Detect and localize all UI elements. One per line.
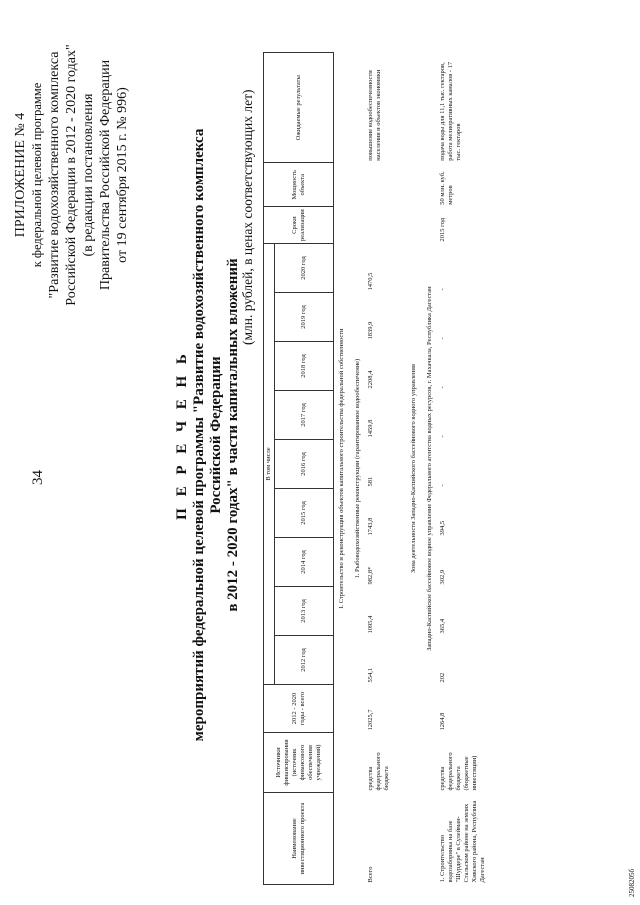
header-capacity: Мощность объекта xyxy=(264,163,334,207)
header-name: Наименование инвестиционного проекта xyxy=(264,793,334,885)
cell-source: средства федерального бюджета xyxy=(367,752,390,791)
document-heading xyxy=(174,115,242,755)
cell-year-value: 1095,4 xyxy=(367,615,374,634)
investment-table xyxy=(263,52,530,885)
appendix-line: от 19 сентября 2015 г. № 996) xyxy=(115,87,130,263)
cell-source: средства федерального бюджета (бюджетные инвестиции) xyxy=(439,752,478,791)
header-year: 2016 год xyxy=(275,440,334,489)
page-number: 34 xyxy=(30,470,46,485)
header-year: 2017 год xyxy=(275,391,334,440)
header-source: Источники финансирования (источник финансового обеспечения учреждений) xyxy=(264,733,334,793)
header-term: Сроки реализации xyxy=(264,207,334,244)
cell-total: 12025,7 xyxy=(367,709,374,731)
header-year: 2018 год xyxy=(275,342,334,391)
cell-name: Всего xyxy=(367,866,374,883)
section-heading: 1. Рыбоводохозяйственные реконструкции (гарантированное водообеспечение) xyxy=(354,358,361,579)
table-row-total xyxy=(366,53,406,885)
appendix-block xyxy=(12,5,131,345)
cell-year-value: 302,9 xyxy=(439,569,446,585)
header-year: 2019 год xyxy=(275,293,334,342)
heading-spaced-title: П Е Р Е Ч Е Н Ь xyxy=(174,350,190,520)
cell-year-value: - xyxy=(439,337,446,340)
header-year: 2015 год xyxy=(275,489,334,538)
heading-line: мероприятий федеральной целевой программы "Развитие водохозяйственного комплекса Российской Федерации xyxy=(191,128,224,742)
cell-year-value: 202 xyxy=(439,672,446,683)
cell-year-value: - xyxy=(439,435,446,438)
appendix-line: Правительства Российской Федерации xyxy=(98,59,113,291)
cell-year-value: 365,4 xyxy=(439,618,446,634)
appendix-line: (в редакции постановления xyxy=(81,93,96,257)
cell-year-value: 581 xyxy=(367,476,374,487)
cell-year-value: 2208,4 xyxy=(367,370,374,389)
table-row-project xyxy=(438,53,530,885)
header-year: 2020 год xyxy=(275,244,334,293)
cell-year-value: 1743,8 xyxy=(367,517,374,536)
header-including: В том числе xyxy=(264,244,275,685)
cell-capacity xyxy=(366,163,406,207)
appendix-line: к федеральной целевой программе xyxy=(30,82,44,268)
cell-term: 2015 год xyxy=(439,218,446,242)
cell-name: 1. Строительство водозаборника на базе "Шурдере" в Сулейман-Стальском районе на землях Хивского района, Республика Дагестан xyxy=(439,800,486,883)
cell-year-value: 554,1 xyxy=(367,667,374,683)
cell-capacity: 50 млн. куб. метров xyxy=(439,171,454,205)
units-note: (млн. рублей, в ценах соответствующих лет) xyxy=(240,89,255,345)
appendix-title: ПРИЛОЖЕНИЕ № 4 xyxy=(13,112,28,238)
appendix-line: "Развитие водохозяйственного комплекса xyxy=(47,51,62,299)
cell-result: подача воды для 11,1 тыс. гектаров, работа мелиоративных каналов - 17 тыс. гектаров xyxy=(439,61,462,161)
cell-year-value: 1470,5 xyxy=(367,272,374,291)
header-year: 2012 год xyxy=(275,636,334,685)
header-year: 2014 год xyxy=(275,538,334,587)
header-result: Ожидаемые результаты xyxy=(264,53,334,163)
footer-code: 2508205б xyxy=(628,868,636,897)
section-heading: Зона деятельности Западно-Каспийского бассейнового водного управления xyxy=(410,364,417,574)
cell-year-value: - xyxy=(439,484,446,487)
cell-result: повышение водообеспеченности населения и объектов экономики xyxy=(367,69,382,161)
cell-year-value: 1839,9 xyxy=(367,321,374,340)
heading-line: в 2012 - 2020 годах" в части капитальных вложений xyxy=(225,258,241,612)
cell-year-value: 982,8* xyxy=(367,566,374,585)
section-heading: I. Строительство и реконструкция объектов капитального строительства федеральной собственности xyxy=(338,328,345,609)
appendix-line: Российской Федерации в 2012 - 2020 годах" xyxy=(64,44,79,306)
cell-year-value: - xyxy=(439,288,446,291)
section-heading: Западно-Каспийское бассейновое водное управление Федерального агентства водных ресурсов, г. Махачкала, Республика Дагестан xyxy=(426,286,433,651)
cell-total: 1264,8 xyxy=(439,712,446,731)
header-year: 2013 год xyxy=(275,587,334,636)
cell-term xyxy=(366,207,406,244)
cell-year-value: 1459,8 xyxy=(367,419,374,438)
cell-year-value: - xyxy=(439,386,446,389)
cell-year-value: 394,5 xyxy=(439,520,446,536)
header-total: 2012 - 2020 годы - всего xyxy=(264,685,334,733)
